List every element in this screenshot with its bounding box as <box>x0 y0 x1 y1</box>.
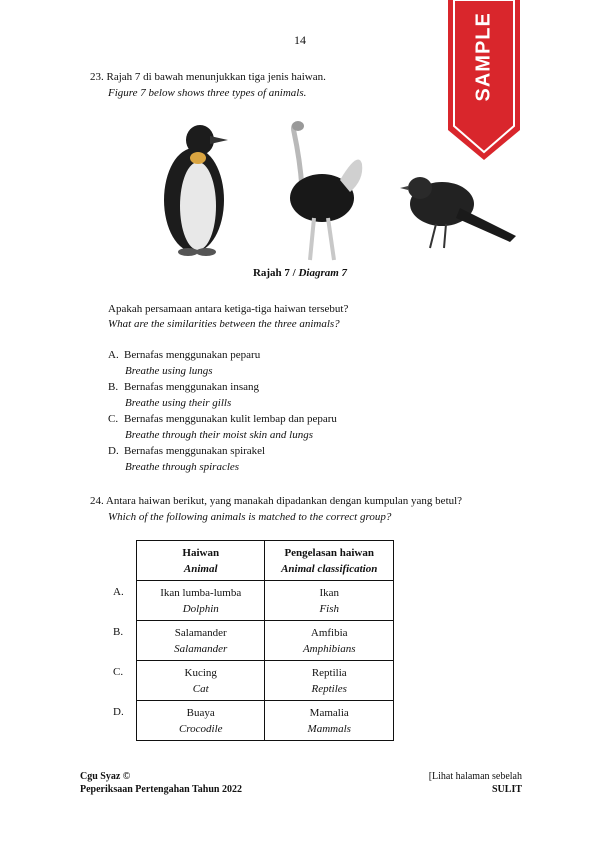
class-en: Mammals <box>307 722 351 735</box>
footer-right <box>429 770 522 796</box>
class-en: Amphibians <box>302 642 356 655</box>
stamp-text: SAMPLE <box>472 12 495 102</box>
q24-number: 24. <box>90 495 104 507</box>
animal-cell <box>137 701 265 741</box>
animal-ms: Kucing <box>184 666 217 679</box>
table-row[interactable] <box>137 621 394 661</box>
class-cell <box>265 581 394 621</box>
header-animal <box>137 541 265 581</box>
q23-option-c-en: Breathe through their moist skin and lungs <box>125 429 314 441</box>
q23-stem-en: Figure 7 below shows three types of animals. <box>108 87 307 99</box>
footer-next-page: [Lihat halaman sebelah <box>428 771 522 782</box>
page-number: 14 <box>294 33 306 47</box>
animal-en: Dolphin <box>182 602 219 615</box>
footer-left <box>80 770 242 796</box>
classification-table <box>136 540 394 741</box>
q23-option-c[interactable] <box>108 412 337 427</box>
animal-ms: Buaya <box>186 706 215 719</box>
option-letter: A. <box>108 349 119 361</box>
row-letter-c: C. <box>113 666 124 678</box>
row-letter-b: B. <box>113 626 124 638</box>
row-letter-a: A. <box>113 586 124 598</box>
q23-option-d-en: Breathe through spiracles <box>125 461 240 473</box>
class-cell <box>265 621 394 661</box>
animal-en: Cat <box>192 682 209 695</box>
option-text-ms: Bernafas menggunakan kulit lembap dan peparu <box>124 413 337 425</box>
class-ms: Ikan <box>319 586 339 599</box>
ostrich-image <box>284 120 366 265</box>
q23-option-a-en: Breathe using lungs <box>125 365 213 377</box>
caption-en: Diagram 7 <box>298 267 348 279</box>
table-row[interactable] <box>137 701 394 741</box>
animal-ms: Salamander <box>174 626 227 639</box>
header-class-ms: Pengelasan haiwan <box>284 546 374 559</box>
animal-cell <box>137 661 265 701</box>
q23-question-ms: Apakah persamaan antara ketiga-tiga haiwan tersebut? <box>108 303 349 315</box>
header-animal-ms: Haiwan <box>182 546 220 559</box>
table-row[interactable] <box>137 581 394 621</box>
class-cell <box>265 701 394 741</box>
q23-option-d[interactable] <box>108 444 265 459</box>
class-ms: Amfibia <box>310 626 348 639</box>
option-letter: C. <box>108 413 119 425</box>
q23-number: 23. <box>90 71 104 83</box>
penguin-image <box>158 118 230 258</box>
q23-stem-ms <box>90 70 326 85</box>
sample-stamp <box>446 0 522 162</box>
q23-option-b-en: Breathe using their gills <box>125 397 232 409</box>
animal-ms: Ikan lumba-lumba <box>160 586 242 599</box>
option-text-ms: Bernafas menggunakan spirakel <box>124 445 266 457</box>
header-class-en: Animal classification <box>281 562 378 575</box>
option-letter: B. <box>108 381 119 393</box>
caption-ms: Rajah 7 / <box>252 267 299 279</box>
q23-option-a[interactable] <box>108 348 260 363</box>
option-text-ms: Bernafas menggunakan insang <box>124 381 260 393</box>
footer-classification: SULIT <box>491 784 522 795</box>
class-en: Reptiles <box>311 682 347 695</box>
figure-caption <box>0 267 600 279</box>
table-row[interactable] <box>137 661 394 701</box>
option-letter: D. <box>108 445 119 457</box>
animal-en: Salamander <box>174 642 228 655</box>
q24-stem-ms-text: Antara haiwan berikut, yang manakah dipadankan dengan kumpulan yang betul? <box>105 495 463 507</box>
animal-en: Crocodile <box>178 722 223 735</box>
footer-author: Cgu Syaz © <box>80 771 131 782</box>
q24-stem-ms <box>90 494 462 509</box>
blackbird-image <box>400 168 518 252</box>
class-ms: Mamalia <box>309 706 349 719</box>
animal-cell <box>137 581 265 621</box>
q24-stem-en: Which of the following animals is matched to the correct group? <box>108 511 392 523</box>
q23-option-b[interactable] <box>108 380 259 395</box>
option-text-ms: Bernafas menggunakan peparu <box>124 349 261 361</box>
class-cell <box>265 661 394 701</box>
footer-exam: Peperiksaan Pertengahan Tahun 2022 <box>80 784 242 795</box>
q23-question-en: What are the similarities between the three animals? <box>108 318 340 330</box>
table-header-row <box>137 541 394 581</box>
header-animal-en: Animal <box>183 562 218 575</box>
header-classification <box>265 541 394 581</box>
class-ms: Reptilia <box>311 666 347 679</box>
q23-stem-ms-text: Rajah 7 di bawah menunjukkan tiga jenis haiwan. <box>106 71 326 83</box>
animal-cell <box>137 621 265 661</box>
class-en: Fish <box>319 602 340 615</box>
row-letter-d: D. <box>113 706 124 718</box>
